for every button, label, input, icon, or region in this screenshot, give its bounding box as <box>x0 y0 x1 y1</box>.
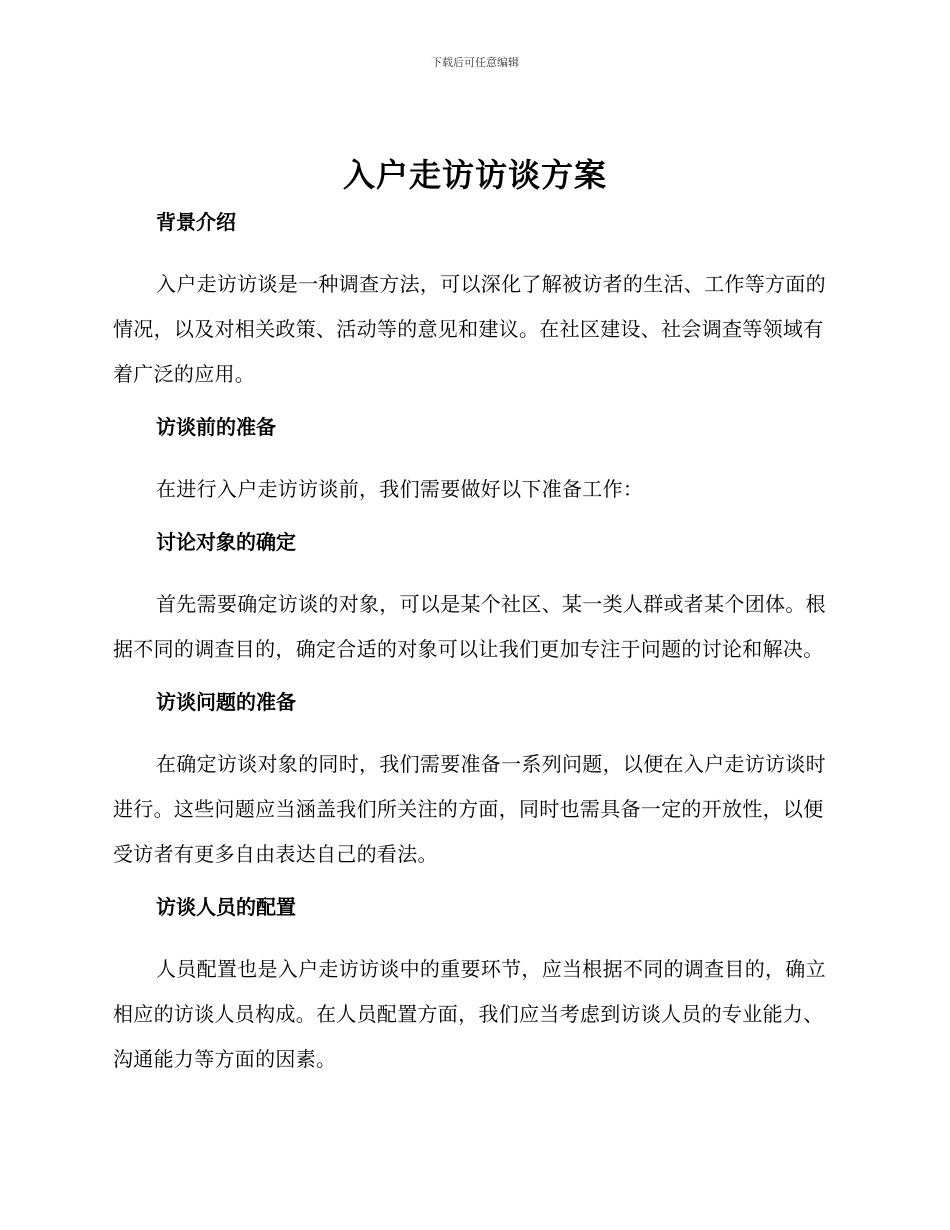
section-paragraph-questions: 在确定访谈对象的同时，我们需要准备一系列问题，以便在入户走访访谈时进行。这些问题应当涵盖我们所关注的方面，同时也需具备一定的开放性，以便受访者有更多自由表达自己的看法。 <box>113 752 826 866</box>
section-paragraph-preparation: 在进行入户走访访谈前，我们需要做好以下准备工作： <box>156 477 644 501</box>
section-paragraph-staffing: 人员配置也是入户走访访谈中的重要环节，应当根据不同的调查目的，确立相应的访谈人员构成。在人员配置方面，我们应当考虑到访谈人员的专业能力、沟通能力等方面的因素。 <box>113 957 826 1071</box>
document-body <box>113 204 833 1094</box>
section-heading-subject: 讨论对象的确定 <box>156 530 296 554</box>
section-paragraph-background: 入户走访访谈是一种调查方法，可以深化了解被访者的生活、工作等方面的情况，以及对相关政策、活动等的意见和建议。在社区建设、社会调查等领域有着广泛的应用。 <box>113 272 826 386</box>
page-header-note: 下载后可任意编辑 <box>431 56 519 69</box>
section-heading-staffing: 访谈人员的配置 <box>156 895 296 919</box>
section-heading-preparation: 访谈前的准备 <box>156 415 276 439</box>
section-heading-background: 背景介绍 <box>156 210 236 234</box>
document-title: 入户走访访谈方案 <box>342 156 607 194</box>
section-paragraph-subject: 首先需要确定访谈的对象，可以是某个社区、某一类人群或者某个团体。根据不同的调查目的，确定合适的对象可以让我们更加专注于问题的讨论和解决。 <box>113 592 826 661</box>
section-heading-questions: 访谈问题的准备 <box>156 690 296 714</box>
